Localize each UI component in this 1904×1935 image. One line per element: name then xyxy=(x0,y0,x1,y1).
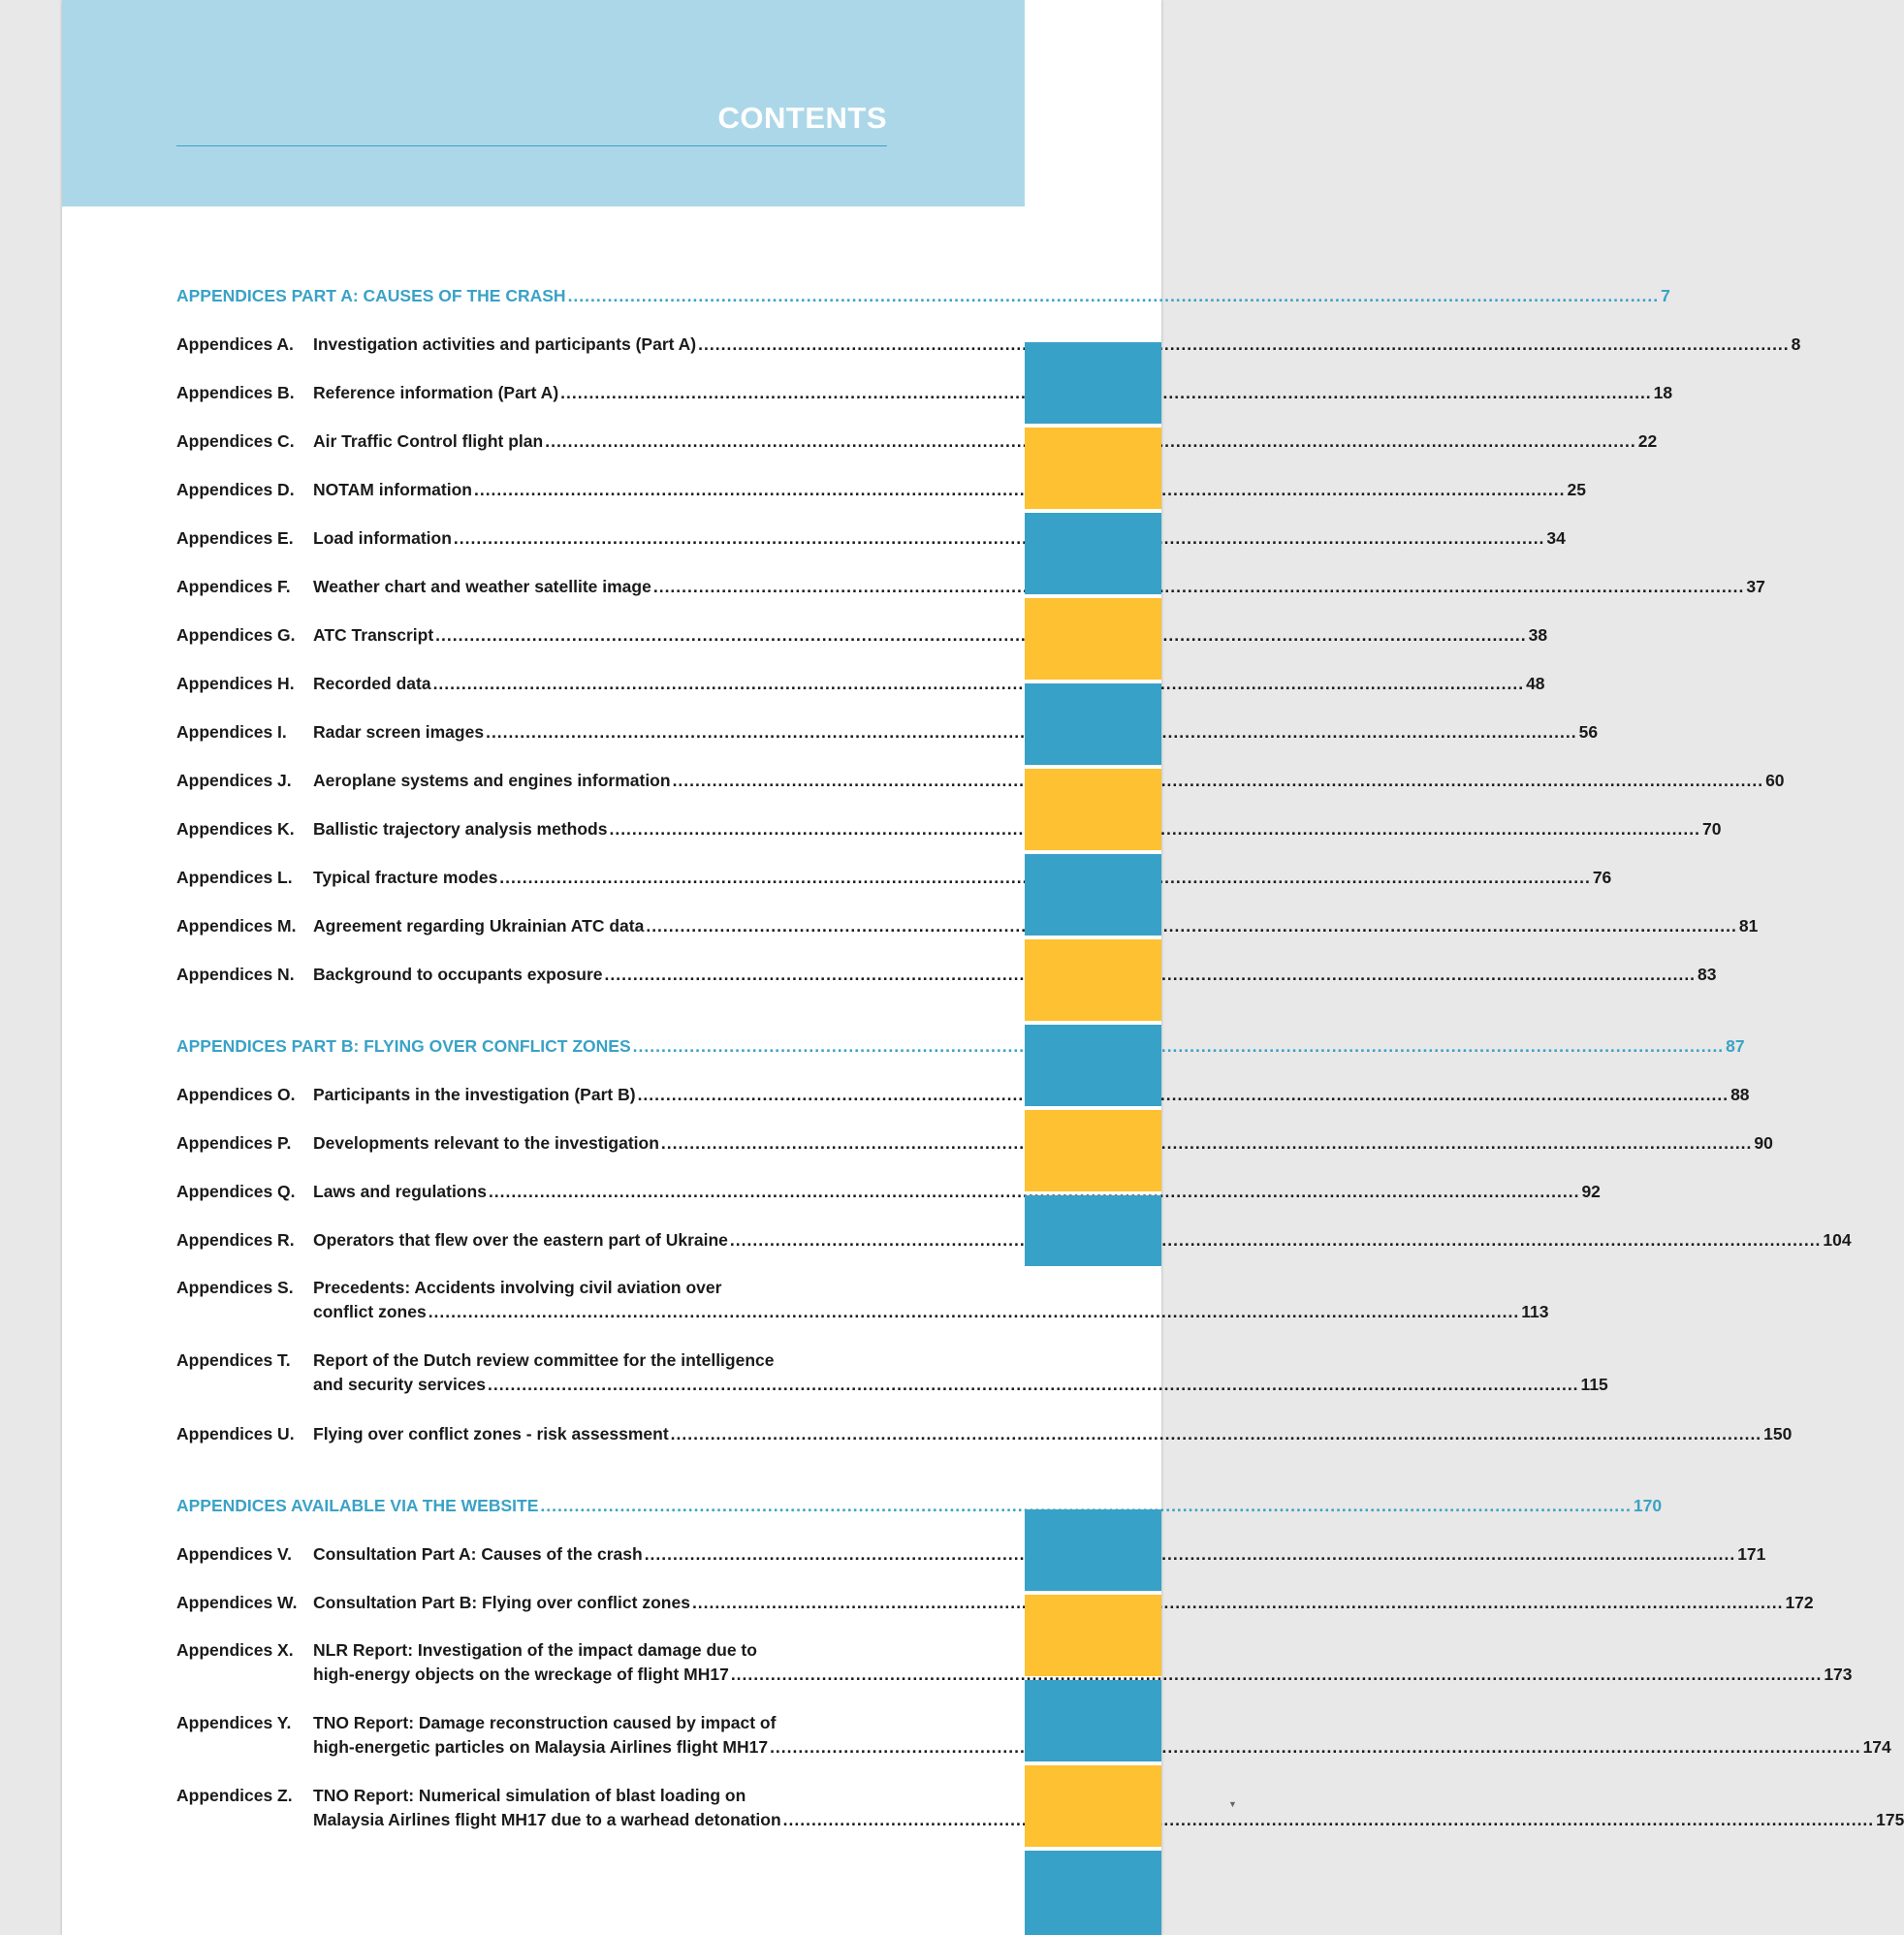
toc-entry-code: Appendices S. xyxy=(176,1278,294,1297)
toc-entry-title: Background to occupants exposure xyxy=(313,965,603,984)
toc-page-number: 175 xyxy=(1876,1810,1904,1829)
toc-entry-title: Report of the Dutch review committee for the intelligence xyxy=(313,1350,775,1370)
side-tab-block xyxy=(1025,428,1161,509)
toc-entry-title: Typical fracture modes xyxy=(313,868,498,887)
toc-page-number: 22 xyxy=(1637,431,1658,451)
toc-entry-code: Appendices T. xyxy=(176,1350,291,1370)
toc-entry[interactable] xyxy=(176,1167,1601,1216)
toc-entry[interactable] xyxy=(176,1530,1766,1578)
toc-entry-title: TNO Report: Damage reconstruction caused by impact of xyxy=(313,1713,777,1732)
toc-leader-dots xyxy=(730,1216,1822,1264)
toc-entry-code: Appendices M. xyxy=(176,916,297,936)
toc-entry-title: TNO Report: Numerical simulation of blast loading on xyxy=(313,1786,746,1805)
toc-entry-code: Appendices N. xyxy=(176,965,295,984)
toc-part-title: APPENDICES AVAILABLE VIA THE WEBSITE xyxy=(176,1496,539,1515)
toc-entry-code: Appendices K. xyxy=(176,819,295,839)
side-tab-block xyxy=(1025,1851,1161,1935)
side-tab-block xyxy=(1025,598,1161,680)
toc-leader-dots xyxy=(770,1735,1861,1760)
toc-entry-code: Appendices H. xyxy=(176,674,295,693)
toc-leader-dots xyxy=(568,271,1660,320)
toc-part-heading[interactable] xyxy=(176,1022,1745,1070)
toc-part-heading[interactable] xyxy=(176,271,1670,320)
toc-part-heading[interactable] xyxy=(176,1481,1663,1530)
toc-leader-dots xyxy=(474,465,1566,514)
toc-part-title: APPENDICES PART B: FLYING OVER CONFLICT ZONES xyxy=(176,1036,631,1056)
toc-entry[interactable] xyxy=(176,853,1612,902)
toc-page-number: 113 xyxy=(1521,1302,1549,1321)
toc-leader-dots xyxy=(653,562,1745,611)
toc-page-number: 25 xyxy=(1567,480,1586,499)
toc-entry[interactable] xyxy=(176,1410,1793,1458)
toc-entry-code: Appendices A. xyxy=(176,334,294,354)
toc-entry[interactable] xyxy=(176,1578,1814,1627)
toc-entry[interactable] xyxy=(176,320,1801,368)
toc-entry[interactable] xyxy=(176,1627,1853,1699)
toc-entry-title: Participants in the investigation (Part B) xyxy=(313,1085,636,1104)
toc-entry-title-continued: conflict zones xyxy=(313,1302,427,1321)
toc-entry-title: Radar screen images xyxy=(313,722,485,742)
toc-page-number: 92 xyxy=(1581,1182,1601,1201)
toc-leader-dots xyxy=(645,1530,1736,1578)
toc-entry[interactable] xyxy=(176,417,1658,465)
table-of-contents xyxy=(176,271,1904,1845)
toc-entry-title: Consultation Part B: Flying over conflict zones xyxy=(313,1593,690,1612)
toc-entry-code: Appendices W. xyxy=(176,1593,298,1612)
toc-page-number: 70 xyxy=(1701,819,1722,839)
toc-entry-title: Consultation Part A: Causes of the crash xyxy=(313,1544,643,1564)
toc-page-number: 88 xyxy=(1730,1085,1750,1104)
toc-entry[interactable] xyxy=(176,756,1785,805)
toc-leader-dots xyxy=(428,1300,1520,1324)
toc-entry-title: Developments relevant to the investigation xyxy=(313,1133,659,1153)
toc-leader-dots xyxy=(488,1373,1579,1397)
header-rule xyxy=(176,145,887,146)
toc-entry[interactable] xyxy=(176,708,1599,756)
toc-entry-title: Agreement regarding Ukrainian ATC data xyxy=(313,916,645,936)
toc-entry-title: Weather chart and weather satellite image xyxy=(313,577,651,596)
toc-leader-dots xyxy=(646,902,1737,950)
toc-leader-dots xyxy=(692,1578,1784,1627)
side-tab-block xyxy=(1025,939,1161,1021)
toc-entry[interactable] xyxy=(176,1070,1750,1119)
scroll-down-arrow-icon[interactable]: ▼ xyxy=(1228,1799,1237,1809)
toc-entry[interactable] xyxy=(176,368,1673,417)
toc-entry-code: Appendices Z. xyxy=(176,1786,293,1805)
toc-page-number: 115 xyxy=(1580,1375,1608,1394)
toc-page-number: 37 xyxy=(1746,577,1765,596)
toc-entry-code: Appendices Q. xyxy=(176,1182,296,1201)
side-tab-block xyxy=(1025,1595,1161,1676)
toc-page-number: 76 xyxy=(1592,868,1612,887)
toc-leader-dots xyxy=(433,659,1525,708)
side-tab-block xyxy=(1025,513,1161,594)
toc-entry[interactable] xyxy=(176,1772,1904,1845)
toc-entry[interactable] xyxy=(176,1699,1891,1772)
toc-page-number: 34 xyxy=(1546,528,1566,548)
side-tab-block xyxy=(1025,1765,1161,1847)
toc-entry[interactable] xyxy=(176,1119,1773,1167)
side-tab-block xyxy=(1025,342,1161,424)
toc-page-number: 174 xyxy=(1862,1737,1891,1757)
side-tab-block xyxy=(1025,769,1161,850)
toc-leader-dots xyxy=(454,514,1545,562)
toc-entry-title-continued: and security services xyxy=(313,1375,487,1394)
toc-page-number: 90 xyxy=(1754,1133,1773,1153)
toc-entry[interactable] xyxy=(176,1264,1549,1337)
toc-entry-code: Appendices E. xyxy=(176,528,294,548)
document-page xyxy=(62,0,1904,1935)
toc-entry-title: Ballistic trajectory analysis methods xyxy=(313,819,608,839)
toc-page-number: 38 xyxy=(1528,625,1548,645)
toc-entry-code: Appendices V. xyxy=(176,1544,292,1564)
toc-entry-title: Recorded data xyxy=(313,674,431,693)
page-title: CONTENTS xyxy=(717,101,887,135)
toc-entry-title: Aeroplane systems and engines information xyxy=(313,771,671,790)
toc-page-number: 48 xyxy=(1526,674,1545,693)
toc-entry-code: Appendices D. xyxy=(176,480,295,499)
toc-leader-dots xyxy=(435,611,1527,659)
toc-entry-title: Flying over conflict zones - risk assessment xyxy=(313,1424,669,1443)
toc-page-number: 60 xyxy=(1765,771,1785,790)
toc-entry-title: NLR Report: Investigation of the impact damage due to xyxy=(313,1640,757,1660)
toc-entry-code: Appendices P. xyxy=(176,1133,292,1153)
toc-entry-code: Appendices F. xyxy=(176,577,291,596)
toc-entry-code: Appendices R. xyxy=(176,1230,295,1250)
toc-entry-code: Appendices G. xyxy=(176,625,296,645)
toc-entry[interactable] xyxy=(176,1216,1852,1264)
toc-entry-title-continued: Malaysia Airlines flight MH17 due to a warhead detonation xyxy=(313,1810,781,1829)
toc-leader-dots xyxy=(633,1022,1725,1070)
toc-entry-title-continued: high-energetic particles on Malaysia Airlines flight MH17 xyxy=(313,1737,769,1757)
toc-entry-title: Air Traffic Control flight plan xyxy=(313,431,544,451)
toc-entry-title: Investigation activities and participants (Part A) xyxy=(313,334,697,354)
toc-page-number: 81 xyxy=(1738,916,1759,936)
toc-page-number: 150 xyxy=(1763,1424,1793,1443)
toc-entry-title: ATC Transcript xyxy=(313,625,434,645)
toc-entry-title: Laws and regulations xyxy=(313,1182,487,1201)
toc-page-number: 8 xyxy=(1791,334,1801,354)
toc-entry-code: Appendices J. xyxy=(176,771,292,790)
toc-entry-title-continued: high-energy objects on the wreckage of flight MH17 xyxy=(313,1665,729,1684)
side-tab-block xyxy=(1025,854,1161,936)
toc-entry[interactable] xyxy=(176,659,1545,708)
toc-page-number: 56 xyxy=(1578,722,1599,742)
side-tab-block xyxy=(1025,1110,1161,1191)
side-tab-block xyxy=(1025,1025,1161,1106)
toc-page-number: 7 xyxy=(1661,286,1670,305)
toc-page-number: 104 xyxy=(1823,1230,1852,1250)
toc-page-number: 87 xyxy=(1726,1036,1745,1056)
toc-entry[interactable] xyxy=(176,805,1722,853)
side-tab-block xyxy=(1025,1680,1161,1761)
toc-leader-dots xyxy=(698,320,1790,368)
toc-page-number: 173 xyxy=(1824,1665,1853,1684)
toc-entry[interactable] xyxy=(176,514,1566,562)
side-tab-block xyxy=(1025,1195,1161,1266)
toc-leader-dots xyxy=(671,1410,1762,1458)
toc-entry[interactable] xyxy=(176,902,1759,950)
toc-entry-code: Appendices L. xyxy=(176,868,293,887)
toc-leader-dots xyxy=(673,756,1764,805)
toc-entry-code: Appendices X. xyxy=(176,1640,294,1660)
toc-leader-dots xyxy=(638,1070,1729,1119)
toc-page-number: 171 xyxy=(1737,1544,1766,1564)
toc-entry[interactable] xyxy=(176,465,1586,514)
toc-page-number: 83 xyxy=(1698,965,1717,984)
toc-entry-title: NOTAM information xyxy=(313,480,472,499)
toc-entry[interactable] xyxy=(176,950,1717,999)
toc-entry-title: Load information xyxy=(313,528,452,548)
toc-leader-dots xyxy=(731,1663,1823,1687)
toc-entry-code: Appendices C. xyxy=(176,431,295,451)
side-tab-block xyxy=(1025,683,1161,765)
toc-page-number: 170 xyxy=(1633,1496,1663,1515)
toc-leader-dots xyxy=(661,1119,1753,1167)
toc-entry-code: Appendices O. xyxy=(176,1085,296,1104)
toc-page-number: 172 xyxy=(1785,1593,1814,1612)
toc-entry-code: Appendices B. xyxy=(176,383,295,402)
toc-leader-dots xyxy=(783,1808,1875,1832)
side-tab-block xyxy=(1025,1509,1161,1591)
toc-entry-code: Appendices I. xyxy=(176,722,287,742)
toc-entry-title: Operators that flew over the eastern part of Ukraine xyxy=(313,1230,728,1250)
toc-part-title: APPENDICES PART A: CAUSES OF THE CRASH xyxy=(176,286,566,305)
toc-entry-title: Precedents: Accidents involving civil aviation over xyxy=(313,1278,722,1297)
header-band xyxy=(62,0,1025,206)
toc-entry-code: Appendices U. xyxy=(176,1424,295,1443)
toc-entry[interactable] xyxy=(176,611,1548,659)
toc-entry-title: Reference information (Part A) xyxy=(313,383,559,402)
toc-page-number: 18 xyxy=(1653,383,1673,402)
toc-entry[interactable] xyxy=(176,1337,1608,1410)
toc-entry-code: Appendices Y. xyxy=(176,1713,292,1732)
toc-entry[interactable] xyxy=(176,562,1765,611)
